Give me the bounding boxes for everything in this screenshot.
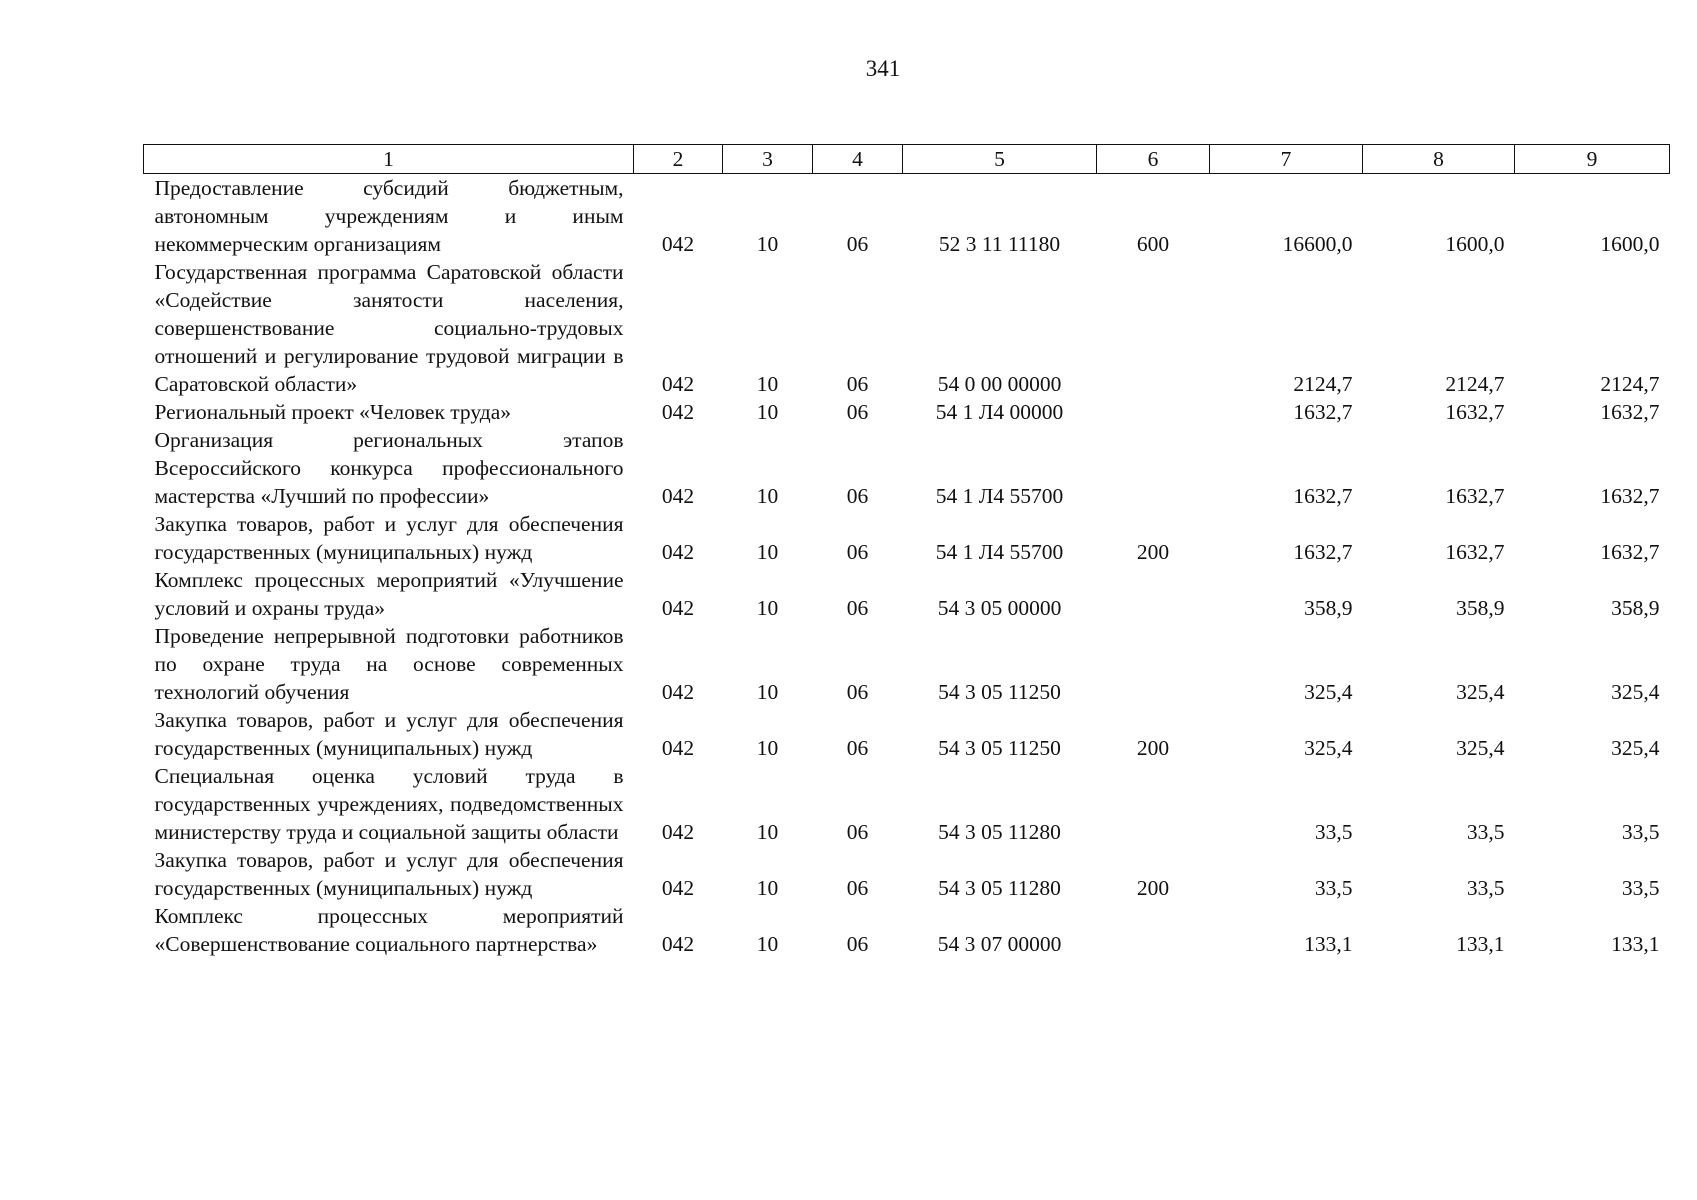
column-header: 6 [1097,145,1210,174]
target-article-cell: 52 3 11 11180 [938,232,1061,256]
expense-type-cell: 200 [1136,736,1170,760]
column-header: 2 [634,145,723,174]
amount-year3-cell: 325,4 [1611,736,1660,760]
amount-year3-cell: 1632,7 [1600,540,1660,564]
expense-type-cell [1097,258,1210,398]
amount-year1-cell: 1632,7 [1293,540,1353,564]
header-row [144,145,1670,174]
amount-year1-cell: 33,5 [1314,820,1353,844]
kbk-code-cell: 042 [661,400,695,424]
amount-year1-cell: 16600,0 [1282,232,1353,256]
target-article-cell: 54 1 Л4 55700 [935,484,1064,508]
section-cell: 10 [756,372,779,396]
table-row [144,902,1670,958]
amount-year3-cell: 325,4 [1611,680,1660,704]
column-header: 7 [1210,145,1363,174]
item-name-cell: Закупка товаров, работ и услуг для обеспечения государственных (муниципальных) нужд [154,848,624,900]
item-name-cell: Предоставление субсидий бюджетным, автономным учреждениям и иным некоммерческим организациям [154,176,624,256]
amount-year2-cell: 1632,7 [1445,540,1505,564]
target-article-cell: 54 3 05 00000 [937,596,1062,620]
item-name-cell: Государственная программа Саратовской области «Содействие занятости населения, совершенствование социально-трудовых отношений и регулирование трудовой миграции в Саратовской области» [154,260,624,396]
subsection-cell: 06 [846,932,869,956]
amount-year1-cell: 33,5 [1314,876,1353,900]
target-article-cell: 54 3 05 11250 [938,680,1061,704]
kbk-code-cell: 042 [661,876,695,900]
section-cell: 10 [756,876,779,900]
table-row [144,426,1670,510]
subsection-cell: 06 [846,372,869,396]
subsection-cell: 06 [846,596,869,620]
kbk-code-cell: 042 [661,540,695,564]
amount-year2-cell: 325,4 [1456,736,1505,760]
amount-year3-cell: 358,9 [1611,596,1660,620]
section-cell: 10 [756,820,779,844]
item-name-cell: Комплекс процессных мероприятий «Улучшение условий и охраны труда» [154,568,624,620]
section-cell: 10 [756,540,779,564]
amount-year3-cell: 33,5 [1621,876,1660,900]
section-cell: 10 [756,484,779,508]
amount-year1-cell: 325,4 [1304,680,1353,704]
amount-year2-cell: 358,9 [1456,596,1505,620]
expense-type-cell [1097,902,1210,958]
amount-year3-cell: 33,5 [1621,820,1660,844]
expense-type-cell [1097,398,1210,426]
column-header: 4 [813,145,903,174]
budget-table [143,144,1670,958]
page-number: 341 [865,56,901,81]
amount-year3-cell: 133,1 [1611,932,1660,956]
amount-year1-cell: 358,9 [1304,596,1353,620]
target-article-cell: 54 3 05 11280 [938,820,1061,844]
column-header: 3 [723,145,813,174]
amount-year3-cell: 1632,7 [1600,400,1660,424]
table-row [144,706,1670,762]
subsection-cell: 06 [846,400,869,424]
expense-type-cell: 600 [1136,232,1170,256]
amount-year2-cell: 33,5 [1466,876,1505,900]
column-header: 8 [1363,145,1515,174]
amount-year1-cell: 2124,7 [1293,372,1353,396]
subsection-cell: 06 [846,232,869,256]
section-cell: 10 [756,680,779,704]
subsection-cell: 06 [846,484,869,508]
kbk-code-cell: 042 [661,680,695,704]
expense-type-cell [1097,762,1210,846]
table-row [144,398,1670,426]
subsection-cell: 06 [846,680,869,704]
item-name-cell: Специальная оценка условий труда в государственных учреждениях, подведомственных министерству труда и социальной защиты области [154,764,624,844]
amount-year2-cell: 2124,7 [1445,372,1505,396]
table-row [144,258,1670,398]
amount-year1-cell: 1632,7 [1293,400,1353,424]
amount-year1-cell: 1632,7 [1293,484,1353,508]
amount-year3-cell: 1600,0 [1600,232,1660,256]
amount-year2-cell: 325,4 [1456,680,1505,704]
subsection-cell: 06 [846,820,869,844]
amount-year2-cell: 1600,0 [1445,232,1505,256]
kbk-code-cell: 042 [661,736,695,760]
target-article-cell: 54 0 00 00000 [937,372,1062,396]
amount-year2-cell: 33,5 [1466,820,1505,844]
table-row [144,566,1670,622]
subsection-cell: 06 [846,736,869,760]
expense-type-cell: 200 [1136,876,1170,900]
target-article-cell: 54 3 05 11280 [938,876,1061,900]
section-cell: 10 [756,596,779,620]
amount-year2-cell: 133,1 [1456,932,1505,956]
item-name-cell: Организация региональных этапов Всероссийского конкурса профессионального мастерства «Лучший по профессии» [154,428,624,508]
table-row [144,174,1670,259]
section-cell: 10 [756,736,779,760]
section-cell: 10 [756,400,779,424]
kbk-code-cell: 042 [661,932,695,956]
expense-type-cell [1097,622,1210,706]
subsection-cell: 06 [846,876,869,900]
kbk-code-cell: 042 [661,372,695,396]
amount-year2-cell: 1632,7 [1445,484,1505,508]
column-header: 5 [903,145,1097,174]
item-name-cell: Закупка товаров, работ и услуг для обеспечения государственных (муниципальных) нужд [154,708,624,760]
kbk-code-cell: 042 [661,596,695,620]
item-name-cell: Региональный проект «Человек труда» [154,400,512,424]
kbk-code-cell: 042 [661,820,695,844]
amount-year3-cell: 2124,7 [1600,372,1660,396]
section-cell: 10 [756,932,779,956]
table-row [144,622,1670,706]
expense-type-cell: 200 [1136,540,1170,564]
amount-year3-cell: 1632,7 [1600,484,1660,508]
amount-year2-cell: 1632,7 [1445,400,1505,424]
item-name-cell: Проведение непрерывной подготовки работников по охране труда на основе современных технологий обучения [154,624,624,704]
table-row [144,510,1670,566]
kbk-code-cell: 042 [661,484,695,508]
amount-year1-cell: 133,1 [1304,932,1353,956]
kbk-code-cell: 042 [661,232,695,256]
target-article-cell: 54 3 07 00000 [937,932,1062,956]
amount-year1-cell: 325,4 [1304,736,1353,760]
table-row [144,846,1670,902]
expense-type-cell [1097,566,1210,622]
expense-type-cell [1097,426,1210,510]
item-name-cell: Закупка товаров, работ и услуг для обеспечения государственных (муниципальных) нужд [154,512,624,564]
target-article-cell: 54 3 05 11250 [938,736,1061,760]
column-header: 1 [144,145,634,174]
target-article-cell: 54 1 Л4 00000 [935,400,1064,424]
table-row [144,762,1670,846]
column-header: 9 [1515,145,1670,174]
subsection-cell: 06 [846,540,869,564]
section-cell: 10 [756,232,779,256]
item-name-cell: Комплекс процессных мероприятий «Совершенствование социального партнерства» [154,904,624,956]
target-article-cell: 54 1 Л4 55700 [935,540,1064,564]
